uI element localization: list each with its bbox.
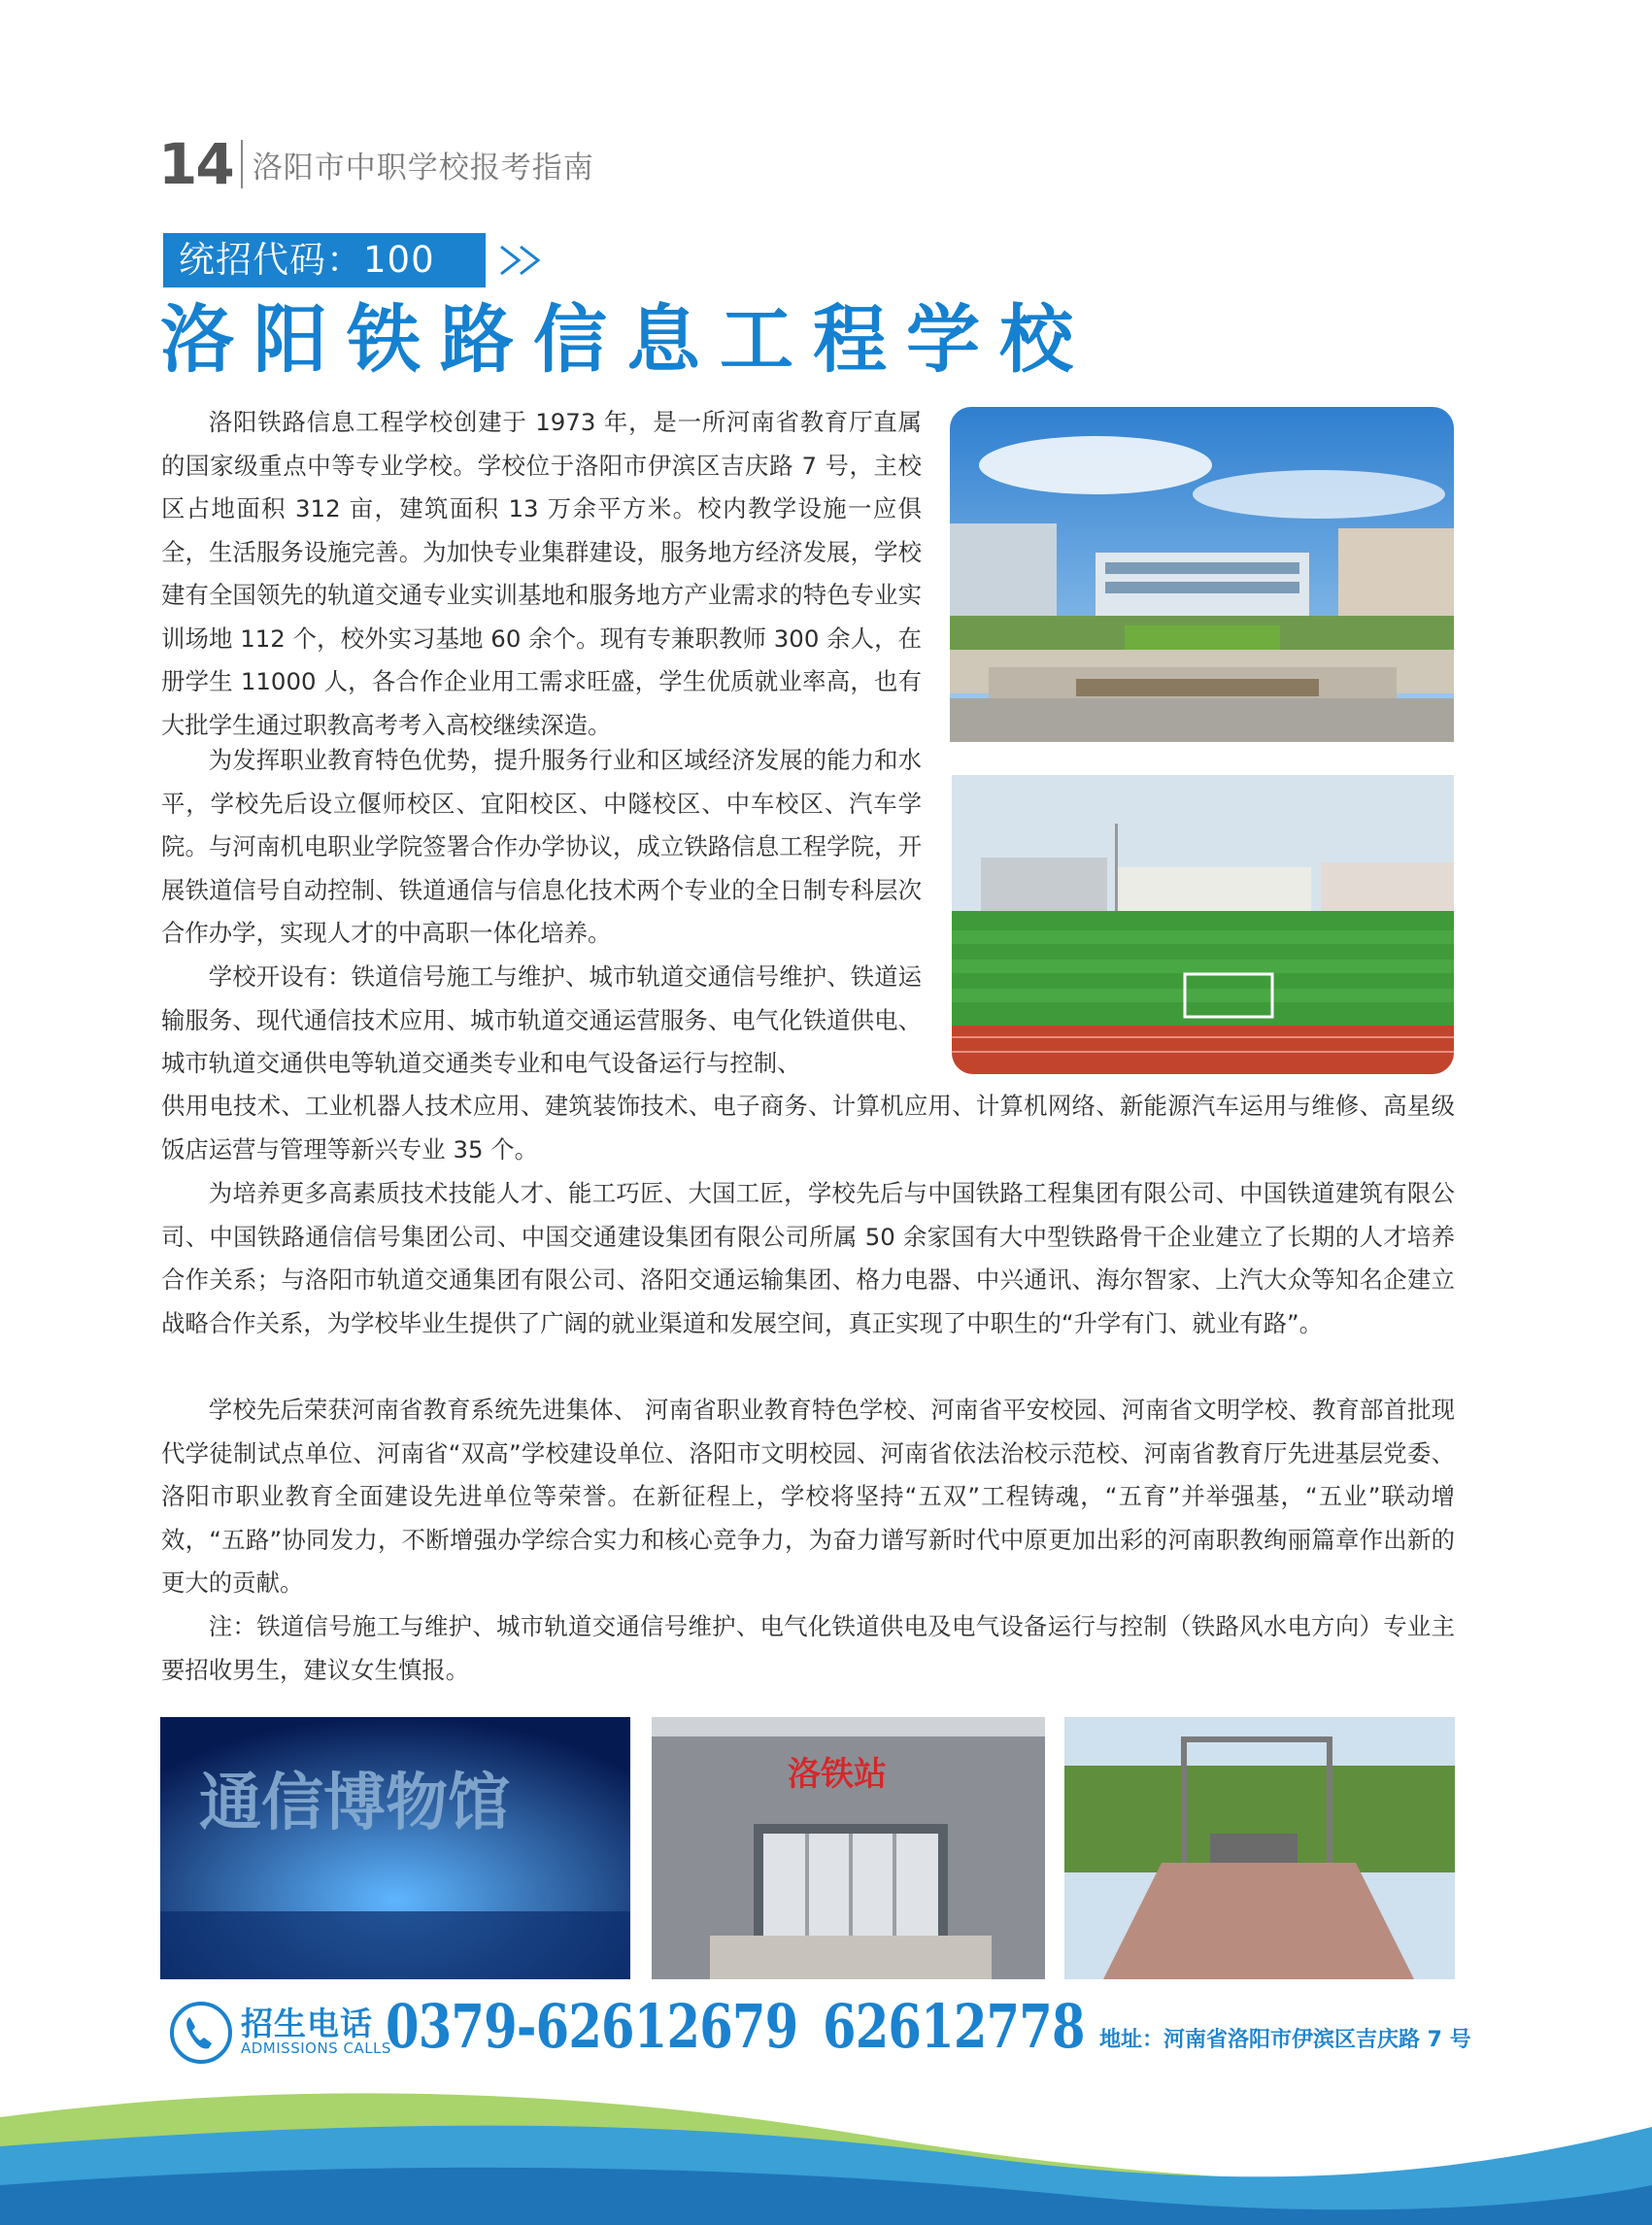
school-address: 地址：河南省洛阳市伊滨区吉庆路 7 号: [1099, 2028, 1471, 2052]
header-divider: [241, 140, 243, 188]
campus-paragraph: 为发挥职业教育特色优势，提升服务行业和区域经济发展的能力和水平，学校先后设立偃师校区、宜阳校区、中隧校区、中车校区、汽车学院。与河南机电职业学院签署合作办学协议，成立铁路信息工程学院，开展铁道信号自动控制、铁道通信与信息化技术两个专业的全日制专科层次合作办学，实现人才的中高职一体化培养。: [161, 746, 922, 947]
note-paragraph: 注：铁道信号施工与维护、城市轨道交通信号维护、电气化铁道供电及电气设备运行与控制（铁路风水电方向）专业主要招收男生，建议女生慎报。: [161, 1612, 1455, 1684]
phone-number-2: 62612778: [823, 1991, 1085, 2062]
page-header: [158, 131, 594, 197]
honors-paragraph: 学校先后荣获河南省教育系统先进集体、 河南省职业教育特色学校、河南省平安校园、河南省文明学校、教育部首批现代学徒制试点单位、河南省“双高”学校建设单位、洛阳市文明校园、河南省依法治校示范校、河南省教育厅先进基层党委、洛阳市职业教育全面建设先进单位等荣誉。在新征程上，学校将坚持“五双”工程铸魂，“五育”并举强基，“五业”联动增效，“五路”协同发力，不断增强办学综合实力和核心竞争力，为奋力谱写新时代中原更加出彩的河南职教绚丽篇章作出新的更大的贡献。: [161, 1396, 1455, 1597]
museum-sign-text: 通信博物馆: [199, 1767, 510, 1839]
footer-wave-decoration: [0, 2078, 1652, 2225]
majors-paragraph-part1: 学校开设有：铁道信号施工与维护、城市轨道交通信号维护、铁道运输服务、现代通信技术应用、城市轨道交通运营服务、电气化铁道供电、城市轨道交通供电等轨道交通类专业和电气设备运行与控制、: [161, 962, 922, 1077]
admissions-label: 招生电话: [241, 2005, 373, 2042]
admission-code-tag: 统招代码：100: [163, 233, 486, 287]
cooperation-paragraph: 为培养更多高素质技术技能人才、能工巧匠、大国工匠，学校先后与中国铁路工程集团有限公司、中国铁道建筑有限公司、中国铁路通信信号集团公司、中国交通建设集团有限公司所属 50 余家国有大中型铁路骨干企业建立了长期的人才培养合作关系；与洛阳市轨道交通集团有限公司、洛阳交通运输集团、格力电器、中兴通讯、海尔智家、上汽大众等知名企建立战略合作关系，为学校毕业生提供了广阔的就业渠道和发展空间，真正实现了中职生的“升学有门、就业有路”。: [161, 1179, 1455, 1337]
school-title: 洛阳铁路信息工程学校: [160, 296, 1093, 383]
campus-gate-photo: [950, 407, 1454, 742]
station-photo: [652, 1717, 1045, 1979]
phone-icon: [168, 2000, 234, 2066]
sports-field-photo: [952, 775, 1454, 1074]
intro-paragraph: 洛阳铁路信息工程学校创建于 1973 年，是一所河南省教育厅直属的国家级重点中等专业学校。学校位于洛阳市伊滨区吉庆路 7 号，主校区占地面积 312 亩，建筑面积 13 万余平方米。校内教学设施一应俱全，生活服务设施完善。为加快专业集群建设，服务地方经济发展，学校建有全国领先的轨道交通专业实训基地和服务地方产业需求的特色专业实训场地 112 个，校外实习基地 60 余个。现有专兼职教师 300 余人，在册学生 11000 人，各合作企业用工需求旺盛，学生优质就业率高，也有大批学生通过职教高考考入高校继续深造。: [161, 408, 922, 739]
station-sign-text: 洛铁站: [788, 1755, 887, 1794]
majors-paragraph-part2: 供用电技术、工业机器人技术应用、建筑装饰技术、电子商务、计算机应用、计算机网络、新能源汽车运用与维修、高星级饭店运营与管理等新兴专业 35 个。: [161, 1092, 1455, 1163]
header-title: 洛阳市中职学校报考指南: [252, 150, 594, 185]
page-number: 14: [158, 131, 233, 197]
phone-number-1: 0379-62612679: [386, 1991, 798, 2062]
admissions-label-en: ADMISSIONS CALLS: [241, 2040, 391, 2057]
substation-photo: [1064, 1717, 1455, 1979]
museum-photo: [160, 1717, 630, 1979]
double-chevron-icon: [497, 233, 556, 287]
